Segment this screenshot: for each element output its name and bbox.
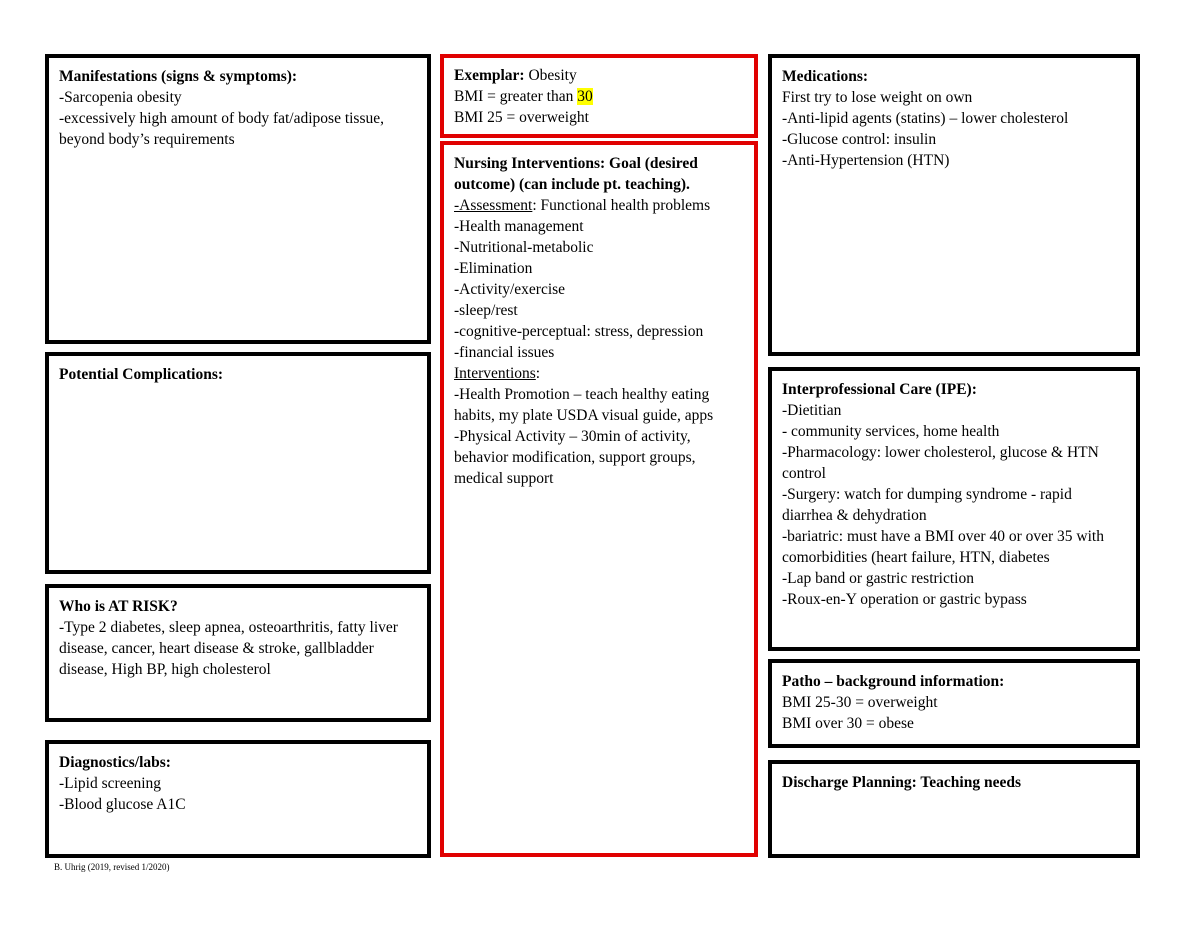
diagnostics-line: -Blood glucose A1C: [59, 796, 186, 813]
ipe-line: - community services, home health: [782, 423, 1000, 440]
ipe-title: Interprofessional Care (IPE):: [782, 381, 977, 398]
medications-line: -Glucose control: insulin: [782, 131, 937, 148]
risk-line: -Type 2 diabetes, sleep apnea, osteoarthritis, fatty liver disease, cancer, heart disease & stroke, gallbladder disease, High BP, high cholesterol: [59, 619, 398, 678]
assessment-item: -cognitive-perceptual: stress, depression: [454, 323, 704, 340]
assessment-item: -financial issues: [454, 344, 555, 361]
exemplar-bmi-highlight: 30: [577, 88, 593, 105]
interventions-line: [454, 363, 744, 384]
complications-box: [45, 352, 431, 574]
discharge-title: Discharge Planning: Teaching needs: [782, 774, 1021, 791]
ipe-line: -Roux-en-Y operation or gastric bypass: [782, 591, 1027, 608]
medications-line: -Anti-Hypertension (HTN): [782, 152, 950, 169]
footer-credit: B. Uhrig (2019, revised 1/2020): [54, 862, 170, 872]
manifestations-box: [45, 54, 431, 344]
medications-box: [768, 54, 1140, 356]
diagnostics-line: -Lipid screening: [59, 775, 162, 792]
diagnostics-title: Diagnostics/labs:: [59, 754, 171, 771]
interventions-label: Interventions: [454, 365, 536, 382]
assessment-item: -sleep/rest: [454, 302, 518, 319]
manifestations-line: -Sarcopenia obesity: [59, 89, 182, 106]
assessment-item: -Nutritional-metabolic: [454, 239, 594, 256]
patho-line: BMI 25-30 = overweight: [782, 694, 938, 711]
ipe-line: -Lap band or gastric restriction: [782, 570, 974, 587]
assessment-item: -Health management: [454, 218, 584, 235]
discharge-box: [768, 760, 1140, 858]
assessment-label: -Assessment: [454, 197, 533, 214]
assessment-rest: : Functional health problems: [532, 197, 711, 214]
assessment-item: -Activity/exercise: [454, 281, 566, 298]
ipe-line: -Surgery: watch for dumping syndrome - rapid diarrhea & dehydration: [782, 486, 1072, 524]
ipe-line: -Pharmacology: lower cholesterol, glucose & HTN control: [782, 444, 1099, 482]
risk-title: Who is AT RISK?: [59, 598, 178, 615]
assessment-item: -Elimination: [454, 260, 533, 277]
exemplar-line2: BMI 25 = overweight: [454, 109, 589, 126]
nursing-title: Nursing Interventions: Goal (desired outcome) (can include pt. teaching).: [454, 155, 698, 193]
medications-line: -Anti-lipid agents (statins) – lower cholesterol: [782, 110, 1069, 127]
assessment-line: [454, 195, 744, 216]
exemplar-box: [440, 54, 758, 138]
ipe-box: [768, 367, 1140, 651]
medications-title: Medications:: [782, 68, 869, 85]
exemplar-line: [454, 65, 744, 86]
interventions-rest: :: [535, 365, 541, 382]
manifestations-line: -excessively high amount of body fat/adipose tissue, beyond body’s requirements: [59, 110, 385, 148]
medications-line: First try to lose weight on own: [782, 89, 973, 106]
ipe-line: -bariatric: must have a BMI over 40 or over 35 with comorbidities (heart failure, HTN, diabetes: [782, 528, 1104, 566]
intervention-item: -Physical Activity – 30min of activity, behavior modification, support groups, medical support: [454, 428, 696, 487]
exemplar-bmi-line: [454, 86, 744, 107]
patho-line: BMI over 30 = obese: [782, 715, 914, 732]
intervention-item: -Health Promotion – teach healthy eating habits, my plate USDA visual guide, apps: [454, 386, 714, 424]
exemplar-title: Exemplar:: [454, 67, 525, 84]
manifestations-title: Manifestations (signs & symptoms):: [59, 68, 298, 85]
patho-box: [768, 659, 1140, 748]
diagnostics-box: [45, 740, 431, 858]
ipe-line: -Dietitian: [782, 402, 842, 419]
exemplar-value: Obesity: [528, 67, 577, 84]
complications-title: Potential Complications:: [59, 366, 224, 383]
risk-box: [45, 584, 431, 722]
patho-title: Patho – background information:: [782, 673, 1005, 690]
nursing-box: [440, 141, 758, 857]
exemplar-bmi-text: BMI = greater than: [454, 88, 578, 105]
